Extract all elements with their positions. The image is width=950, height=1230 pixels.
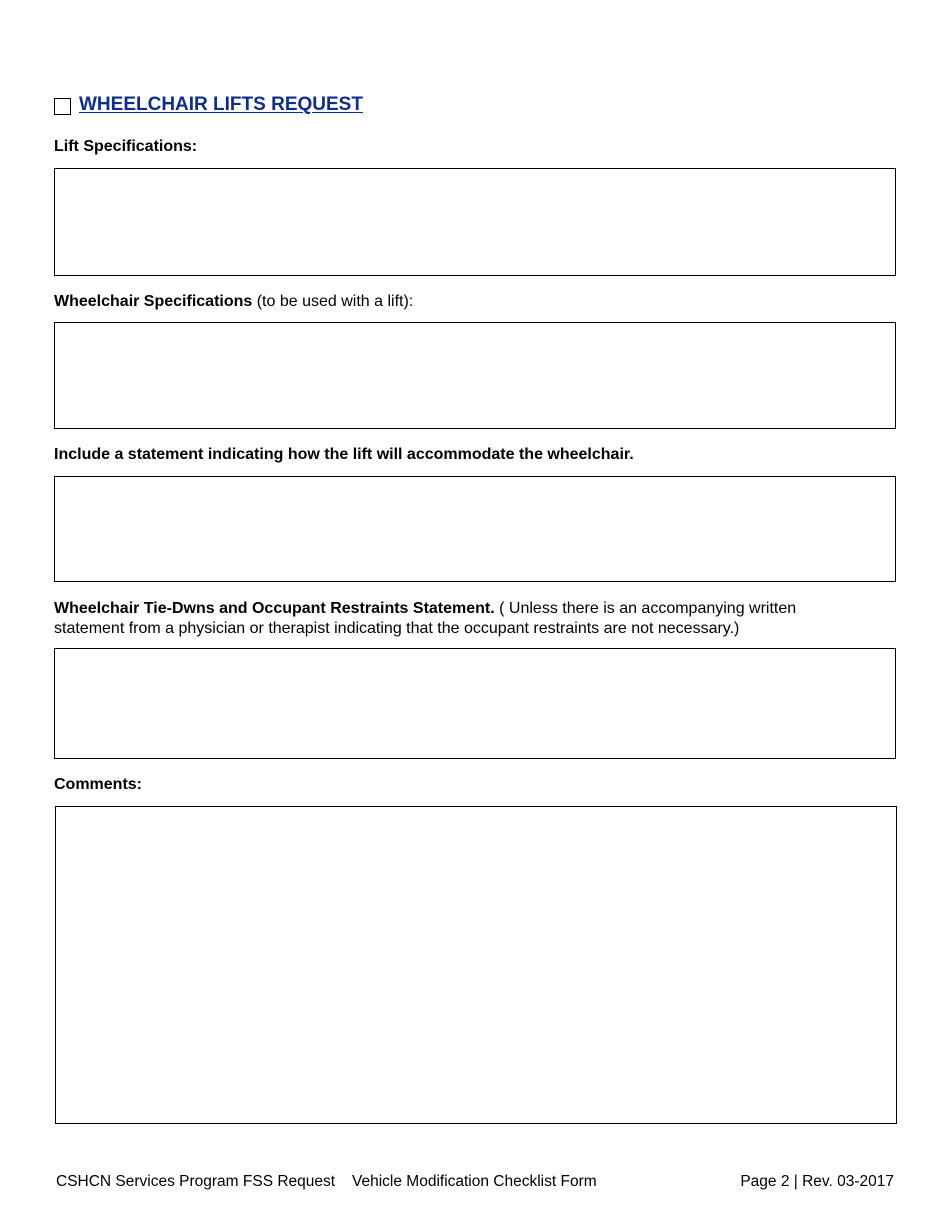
accommodation-statement-label [54, 445, 904, 465]
section-header [54, 94, 363, 116]
wheelchair-specs-field[interactable] [54, 322, 896, 429]
tie-downs-label-bold: Wheelchair Tie-Dwns and Occupant Restraints Statement. [54, 600, 495, 617]
tie-downs-label-note: ( Unless there is an accompanying written statement from a physician or therapist indicating that the occupant restraints are not necessary.) [54, 600, 797, 637]
wheelchair-specs-label [54, 292, 904, 312]
section-title: WHEELCHAIR LIFTS REQUEST [79, 94, 363, 115]
wheelchair-lifts-checkbox[interactable] [54, 98, 71, 115]
accommodation-statement-label-bold: Include a statement indicating how the lift will accommodate the wheelchair. [54, 446, 634, 463]
comments-label [54, 775, 904, 795]
lift-specs-label [54, 137, 904, 157]
comments-field[interactable] [55, 806, 897, 1124]
lift-specs-field[interactable] [54, 168, 896, 276]
lift-specs-label-bold: Lift Specifications: [54, 138, 198, 155]
tie-downs-field[interactable] [54, 648, 896, 759]
footer-form-name: Vehicle Modification Checklist Form [352, 1173, 597, 1190]
tie-downs-label [54, 599, 834, 639]
wheelchair-specs-label-note: (to be used with a lift): [252, 293, 414, 310]
comments-label-bold: Comments: [54, 776, 143, 793]
footer-program: CSHCN Services Program FSS Request [56, 1173, 336, 1190]
accommodation-statement-field[interactable] [54, 476, 896, 582]
wheelchair-specs-label-bold: Wheelchair Specifications [54, 293, 253, 310]
footer-page-info: Page 2 | Rev. 03-2017 [740, 1173, 894, 1190]
